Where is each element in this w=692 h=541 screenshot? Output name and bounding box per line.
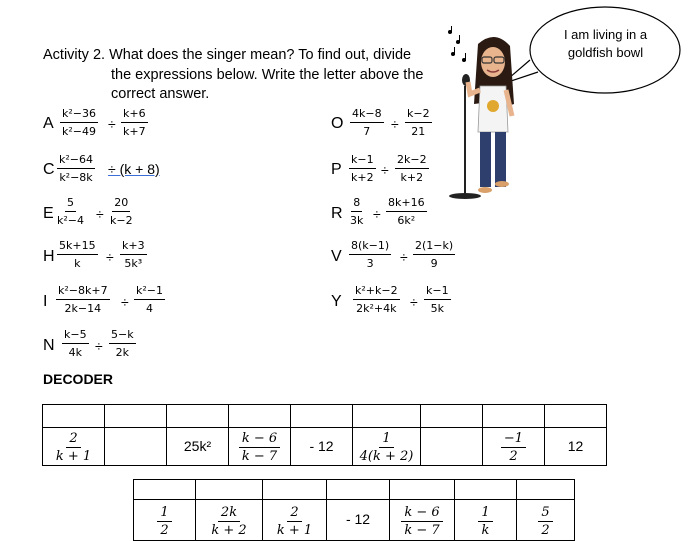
- answer-blank[interactable]: [229, 405, 291, 428]
- decoder-clue-cell: [327, 500, 390, 541]
- problem-letter: V: [331, 248, 342, 265]
- answer-blank[interactable]: [545, 405, 607, 428]
- activity-instructions: [43, 46, 443, 105]
- fraction: $\frac{\text{k²−64}}{\text{k²−8k}}$: [59, 153, 93, 184]
- answer-blank[interactable]: [327, 480, 390, 500]
- answer-blank[interactable]: [43, 405, 105, 428]
- decoder-table-2: [133, 479, 575, 541]
- fraction: $\frac{k+6}{k+7}$: [123, 107, 146, 138]
- singer-avatar: [440, 24, 525, 204]
- answer-blank[interactable]: [291, 405, 353, 428]
- clue-fraction: [360, 431, 414, 464]
- decoder-clue-cell: [421, 428, 483, 466]
- answer-blank[interactable]: [167, 405, 229, 428]
- decoder-clue-cell: [229, 428, 291, 466]
- fraction: $\frac{2k-2}{k+2}$: [397, 153, 427, 184]
- numerator: 1: [478, 505, 492, 522]
- denominator: 2: [541, 522, 550, 538]
- clue-row: [43, 428, 607, 466]
- decoder-clue-cell: [263, 500, 327, 541]
- decoder-clue-cell: [105, 428, 167, 466]
- answer-row: [43, 405, 607, 428]
- division-sign: ÷: [373, 206, 381, 222]
- answer-row: [134, 480, 575, 500]
- answer-blank[interactable]: [263, 480, 327, 500]
- fraction: $\frac{20}{k-2}$: [110, 196, 133, 227]
- answer-blank[interactable]: [196, 480, 263, 500]
- divisor-expression: ÷ (k + 8): [108, 161, 160, 177]
- fraction: $\frac{8k+16}{\text{6k²}}$: [388, 196, 425, 227]
- clue-fraction: [56, 431, 91, 464]
- fraction: $\frac{8}{3k}$: [350, 196, 364, 227]
- decoder-clue-cell: [483, 428, 545, 466]
- denominator: k − 7: [241, 449, 278, 464]
- problem-letter: H: [43, 248, 55, 265]
- fraction: $\frac{k-5}{4k}$: [64, 328, 87, 359]
- numerator: 1: [379, 431, 393, 448]
- fraction: $\frac{\text{k²+k−2}}{\text{2k²+4k}}$: [355, 284, 398, 315]
- numerator: k − 6: [401, 505, 442, 522]
- answer-blank[interactable]: [455, 480, 517, 500]
- fraction: $\frac{k-1}{k+2}$: [351, 153, 374, 184]
- answer-blank[interactable]: [483, 405, 545, 428]
- clue-value: 25k²: [183, 437, 212, 454]
- clue-value: - 12: [309, 437, 334, 454]
- numerator: 1: [157, 505, 171, 522]
- decoder-clue-cell: [353, 428, 421, 466]
- decoder-heading: DECODER: [43, 371, 114, 387]
- answer-blank[interactable]: [517, 480, 575, 500]
- clue-fraction: [501, 431, 526, 464]
- denominator: k + 1: [276, 522, 313, 538]
- instructions-line-3: correct answer.: [111, 86, 210, 102]
- fraction: $\frac{k-2}{21}$: [407, 107, 430, 138]
- clue-fraction: [211, 505, 246, 538]
- fraction: $\frac{5-k}{2k}$: [111, 328, 134, 359]
- denominator: 2: [509, 449, 518, 464]
- decoder-clue-cell: [134, 500, 196, 541]
- decoder-clue-cell: [455, 500, 517, 541]
- decoder-table-1: [42, 404, 607, 466]
- numerator: k − 6: [239, 431, 280, 448]
- clue-row: [134, 500, 575, 541]
- numerator: −1: [501, 431, 526, 448]
- instructions-line-1: Activity 2. What does the singer mean? To find out, divide: [43, 47, 412, 63]
- clue-fraction: [538, 505, 552, 538]
- numerator: 5: [538, 505, 552, 522]
- problem-letter: I: [43, 293, 48, 310]
- division-sign: ÷: [108, 116, 116, 132]
- clue-fraction: [401, 505, 442, 538]
- instructions-line-2: the expressions below. Write the letter above the: [111, 66, 424, 83]
- fraction: $\frac{\text{k²−36}}{\text{k²−49}}$: [62, 107, 96, 138]
- division-sign: ÷: [106, 249, 114, 265]
- division-sign: ÷: [400, 249, 408, 265]
- fraction: $\frac{k-1}{5k}$: [426, 284, 449, 315]
- division-sign: ÷: [410, 294, 418, 310]
- fraction: $\frac{\text{k²−1}}{4}$: [136, 284, 163, 315]
- decoder-clue-cell: [517, 500, 575, 541]
- problem-letter: Y: [331, 293, 342, 310]
- decoder-clue-cell: [545, 428, 607, 466]
- clue-fraction: [239, 431, 280, 464]
- fraction: $\frac{\text{k²−8k+7}}{2k-14}$: [58, 284, 108, 315]
- clue-fraction: [157, 505, 171, 538]
- numerator: 2: [66, 431, 80, 448]
- decoder-clue-cell: [167, 428, 229, 466]
- fraction: $\frac{2(1-k)}{9}$: [415, 239, 454, 270]
- decoder-clue-cell: [291, 428, 353, 466]
- decoder-clue-cell: [43, 428, 105, 466]
- problem-letter: N: [43, 337, 55, 354]
- decoder-clue-cell: [196, 500, 263, 541]
- problem-letter: C: [43, 161, 55, 178]
- clue-fraction: [478, 505, 492, 538]
- answer-blank[interactable]: [105, 405, 167, 428]
- clue-value: - 12: [345, 511, 371, 527]
- denominator: k: [481, 522, 490, 538]
- division-sign: ÷: [381, 162, 389, 178]
- answer-blank[interactable]: [353, 405, 421, 428]
- answer-blank[interactable]: [390, 480, 455, 500]
- denominator: 4(k + 2): [359, 449, 414, 464]
- division-sign: ÷: [96, 206, 104, 222]
- speech-bubble-text: I am living in a goldfish bowl: [563, 27, 648, 60]
- denominator: k − 7: [404, 522, 440, 538]
- denominator: k + 2: [211, 522, 247, 538]
- clue-value: 12: [567, 437, 584, 454]
- numerator: 2: [287, 505, 301, 522]
- numerator: 2k: [218, 505, 240, 522]
- division-sign: ÷: [121, 294, 129, 310]
- fraction: $\frac{4k-8}{7}$: [352, 107, 382, 138]
- denominator: 2: [160, 522, 169, 538]
- problem-letter: R: [331, 205, 343, 222]
- division-sign: ÷: [391, 116, 399, 132]
- fraction: $\frac{5k+15}{k}$: [59, 239, 96, 270]
- fraction: $\frac{k+3}{\text{5k³}}$: [122, 239, 145, 270]
- problem-letter: O: [331, 115, 344, 132]
- problem-letter: A: [43, 115, 54, 132]
- fraction: $\frac{5}{\text{k²−4}}$: [57, 196, 84, 227]
- clue-fraction: [277, 505, 312, 538]
- problem-letter: E: [43, 205, 54, 222]
- problem-letter: P: [331, 161, 342, 178]
- fraction: $\frac{8(k-1)}{3}$: [351, 239, 390, 270]
- denominator: k + 1: [55, 449, 92, 464]
- division-sign: ÷: [95, 338, 103, 354]
- answer-blank[interactable]: [421, 405, 483, 428]
- music-notes-icon: [448, 26, 466, 62]
- answer-blank[interactable]: [134, 480, 196, 500]
- decoder-clue-cell: [390, 500, 455, 541]
